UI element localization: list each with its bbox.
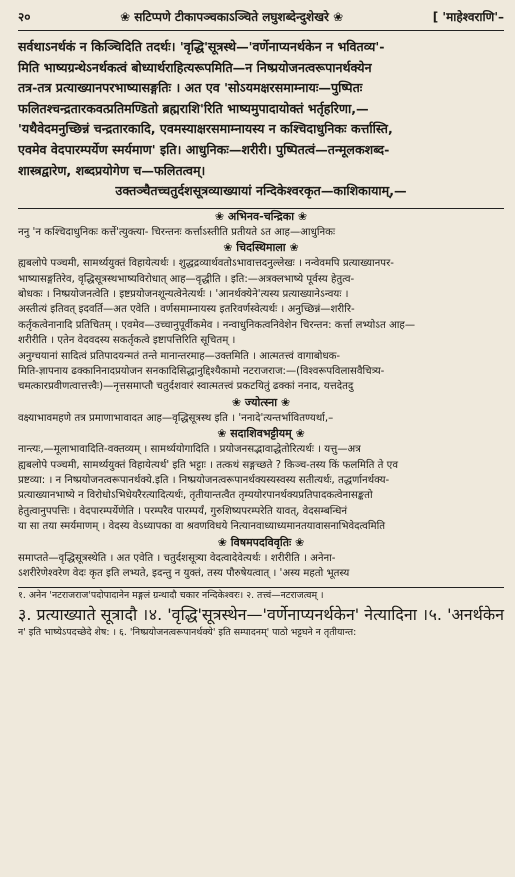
main-line: एवमेव वेदपारम्पर्येण स्मर्यमाण' इति। आधुनिकः—शरीरी। पुष्पितत्वं—तन्मूलकशब्द- (18, 141, 390, 157)
commentary-title: ❀ अभिनव-चन्द्रिका ❀ (214, 209, 308, 223)
main-closing-line: उक्तञ्चैतच्चतुर्दशसूत्रव्याख्यायां नन्दिकेश्वरकृत—काशिकायाम्,— (115, 183, 407, 199)
commentary-line: अस्तीत्यं इतिवत् इदवर्ति—अत एवेति । वर्णसमाम्नायस्य इतरिवर्णस्वेत्यर्थः । अनुच्छिन्नं—शरीरि- (18, 304, 355, 316)
commentary-line: ह्यबलोपे पञ्चमी, सामर्थ्ययुक्तं विहायेत्यर्थः । शुद्धद्रव्यार्थवतोऽभावात्तदनुल्लेखः । नन्वेवमपि प्रत्याख्यानपर- (18, 258, 394, 270)
commentary-line: हेतुत्वानुपपत्तिः । वेदपारम्पर्येणेति । परम्परैव पारम्पर्यं, गुरुशिष्यपरम्परेति यावत्, वेदसम्बन्धिनं (18, 505, 348, 517)
footnote-line: न' इति भाष्येऽपदच्छेदे शेष: । ६. 'निष्प्रयोजनत्वरूपानर्थक्ये' इति सम्पादनम्' पाठो भट्टघने न तृतीयान्त: (18, 627, 357, 639)
commentary-line: समाप्तते—वृद्धिसूत्रस्थेति । अत एवेति । चतुर्दशसूत्र्या वेदत्वादेवेत्यर्थः । शरीरीति । अनेना- (18, 552, 336, 564)
commentary-line: ननु 'न कश्चिदाधुनिकः कर्त्ते'त्युक्त्या- चिरन्तनः कर्त्ताऽस्तीति प्रतीयते ऽत आह—आधुनिकः (18, 226, 336, 238)
main-line: सर्वथाऽनर्थकं न किञ्चिदिति तदर्थः। 'वृद्धि'सूत्रस्थे—'वर्णेनाप्यनर्थकेन न भवितव्य'- (18, 39, 385, 54)
main-line: फलितश्चन्द्रतारकवत्प्रतिमण्डितो ब्रह्मराशि'रिति भाष्यमुपादायोक्तं भर्तृहरिणा,— (18, 100, 369, 116)
page-number: २० (18, 10, 31, 24)
commentary-line: प्रत्याख्यानभाष्ये न विरोधोऽभिधेयरैरत्यादित्यर्थः, तृतीयान्तत्वैत तृम्ययोरपानर्थक्यप्रतिपादकत्वेनासङ्कतो (18, 490, 373, 502)
commentary-line: वक्ष्याभावमहणे तत्र प्रमाणाभावादत आह—वृद्धिसूत्रस्थ इति । 'ननादे'त्यन्तर्भावितण्यर्था,– (18, 412, 334, 424)
footnote-line: १. अनेन 'नटराजराज'पदोपादानेन मङ्गलं ग्रन्थादौ चकार नन्दिकेश्वरः। २. तत्त्वं—नटराजत्वम् । (18, 590, 324, 602)
footnotes (18, 588, 504, 640)
main-text (18, 31, 504, 202)
commentary-line: शरीरीति । एतेन वेदवदस्य सकर्तृकत्वे इष्टापत्तिरिति सूचितम् । (18, 335, 236, 347)
footnote: ५. 'अनर्थकेन (428, 605, 504, 625)
commentary-line: कर्तृकत्वेनानादि प्रतिचितम् । एवमेव—उच्चानुपूर्वीकमेव । नन्वाधुनिकत्वनिवेशेन चिरन्तन: कर्त्ता लभ्योऽत आह— (18, 319, 416, 331)
commentary-line: प्रष्टव्या: । न निष्प्रयोजनत्वरूपानर्थक्ये.इति । निष्प्रयोजनत्वरूपानर्थक्यस्यस्वस्य सतीत्यर्थः, तद्धर्णानर्थक्य- (18, 475, 390, 487)
commentary-line: मिति-ज्ञापनाय ढक्कानिनादप्रयोजन सनकादिसिद्धानुद्दिश्यैकामो नटराजराज:—(विश्वरूपविलासवैचित्र्य- (18, 366, 385, 377)
footnote-row (18, 603, 504, 625)
commentary-line: ऽशरीरेणेश्वरेण वेदः कृत इति लभ्यते, इदन्तु न युक्तं, तस्य पौरुषेयत्वात् । 'अस्य महतो भूतस्य (18, 568, 350, 580)
main-line: तत्र-तत्र प्रत्याख्यानपरभाष्यासङ्गतिः । अत एव 'सोऽयमक्षरसमाम्नायः—पुष्पितः (18, 80, 363, 96)
footnote: ३. प्रत्याख्याते सूत्रादौ । (18, 605, 149, 625)
commentary-title: ❀ चिदस्थिमाला ❀ (223, 241, 299, 255)
running-title: ❀ सटिप्पणे टीकापञ्चकाऽञ्चिते लघुशब्देन्दुशेखरे ❀ (120, 10, 344, 24)
commentaries (18, 209, 504, 582)
commentary-title: ❀ ज्योत्स्ना ❀ (231, 395, 291, 409)
main-line: 'यथैवेदमनुच्छिन्नं चन्द्रतारकादि, एवमस्याक्षरसमाम्नायस्य न कश्चिदाधुनिकः कर्त्तास्ति, (18, 121, 393, 137)
main-line: मिति भाष्यग्रन्थेऽनर्थकत्वं बोध्यार्थराहित्यरूपमिति—न निष्प्रयोजनत्वरूपानर्थक्येन (18, 59, 372, 75)
main-line: शास्त्रद्वारेण, शब्दप्रयोगेण च—फलितत्वम्। (18, 162, 206, 178)
commentary-line: बोधकः । निष्प्रयोजनत्वेति । इष्टप्रयोजनशून्यत्वेनेत्यर्थः । 'आनर्थक्येने'त्यस्य प्रत्याख्यानेऽन्वयः । (18, 288, 349, 300)
commentary-line: भाष्यासङ्गतिरेव, वृद्धिसूत्रस्थभाष्यविरोधात् आह—वृद्धीति । इति:—अत्रक्लभाष्ये पूर्वस्य हेतुत्व- (18, 273, 355, 285)
commentary-title: ❀ सदाशिवभट्टीयम् ❀ (217, 427, 305, 441)
commentary-line: या सा तया स्मर्यमाणम् । वेदस्य वेऽध्यापका वा श्रवणविधये नित्यानवाध्याध्यमानतयावासनाभिवेदत्वमिति (18, 521, 386, 533)
section-title: [ 'माहेश्वराणि'– (432, 10, 504, 24)
commentary-line: ह्यबलोपे पञ्चमी, सामर्थ्ययुक्तं विहायेत्यर्थ' इति भट्टाः । तत्कथं सङ्गच्छते ? किञ्च-तस्य किं फलमिति ते एव (18, 459, 398, 471)
commentary-line: नान्त्यः,—मूलाभावादिति-वक्तव्यम् । सामर्थ्ययोगादिति । प्रयोजनसद्भावाद्धेतोरित्यर्थः । यत्तु—अत्र (18, 444, 361, 456)
document-page (18, 8, 504, 640)
commentary-title: ❀ विषमपदविवृतिः ❀ (217, 535, 305, 549)
page-header (18, 8, 504, 31)
commentary-line: चमत्कारप्रवीणत्वात्तत्त्वैः)—नृत्तसमाप्तौ चतुर्दशवारं स्वात्मतत्त्वं प्रकटयितुं ढक्कां ननाद, यत्तदेतदु (18, 381, 354, 393)
commentary-line: अनुग्चयानां सादित्वं प्रतिपादयन्मतं तन्ते मानान्तरमाह—उक्तमिति । आत्मतत्त्वं वागाबोधक- (18, 350, 341, 362)
footnote: ४. 'वृद्धि'सूत्रस्थेन—'वर्णेनाप्यनर्थकेन' नेत्यादिना । (148, 605, 429, 625)
